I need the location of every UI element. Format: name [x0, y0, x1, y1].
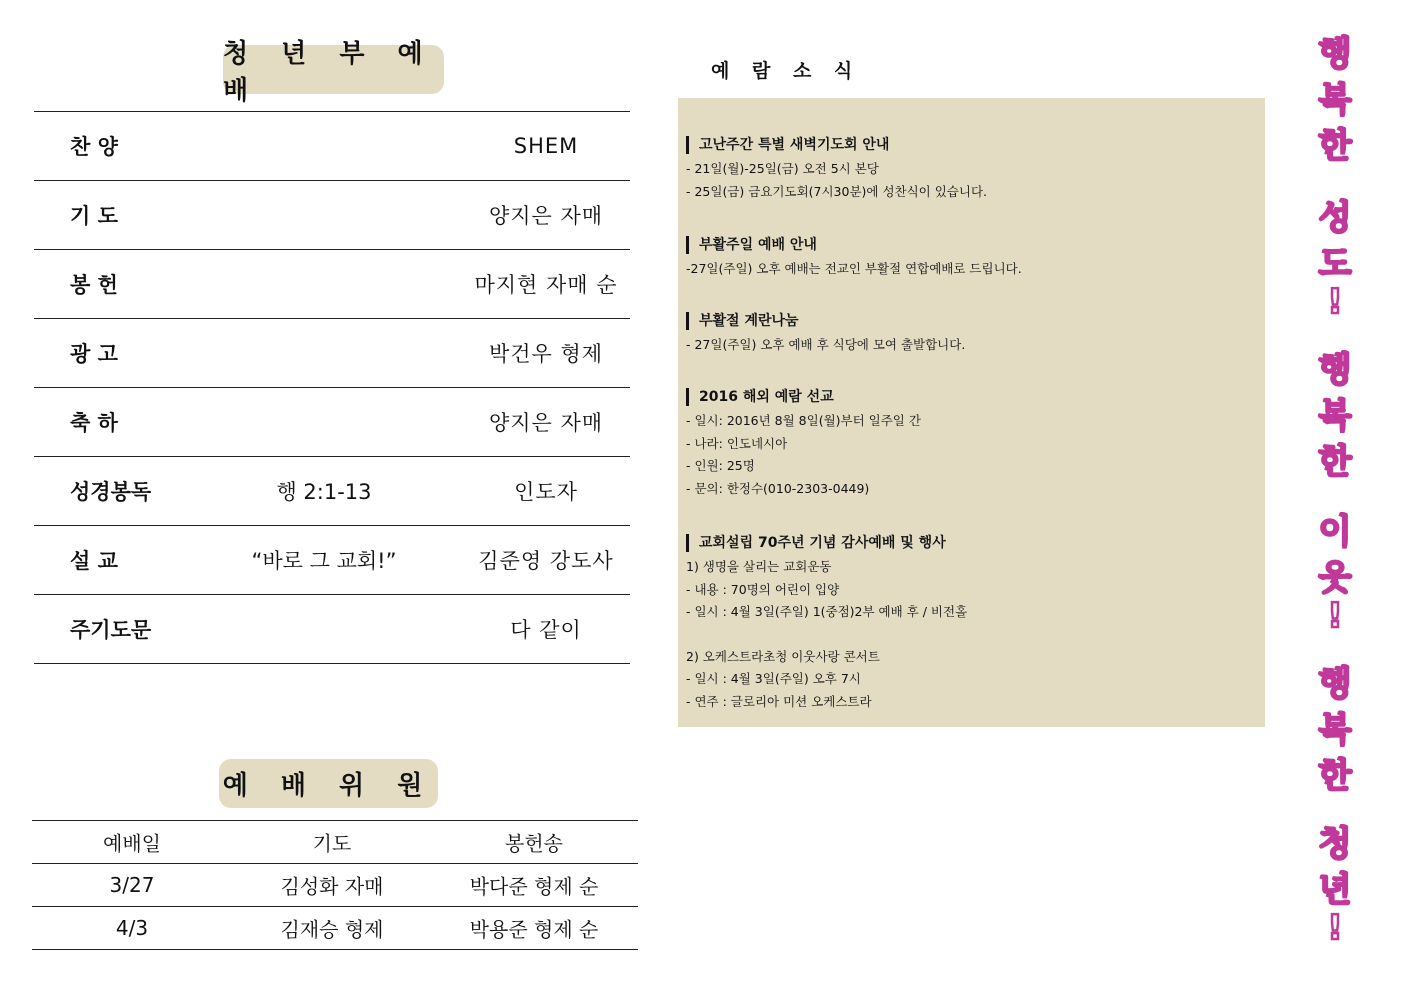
news-line [686, 624, 967, 646]
duty-prayer: 김재승 형제 [280, 917, 384, 942]
slogan-char: 청 [1318, 824, 1352, 864]
order-person: 다 같이 [510, 618, 582, 642]
slogan-char: 복 [1318, 710, 1352, 750]
order-item: 축 하 [70, 411, 118, 435]
duty-prayer: 김성화 자매 [280, 874, 384, 899]
order-person: 마지현 자매 순 [474, 273, 618, 297]
duty-offering-song: 박다준 형제 순 [469, 874, 599, 899]
slogan-char: 웃 [1318, 558, 1352, 598]
news-line: - 27일(주일) 오후 예배 후 식당에 모여 출발합니다. [686, 337, 966, 352]
slogan-char: 복 [1318, 80, 1352, 120]
duty-table [32, 820, 638, 950]
order-person: 양지은 자매 [488, 411, 604, 435]
order-detail: 행 2:1-13 [276, 480, 372, 504]
table-row [34, 388, 630, 457]
news-block [686, 312, 965, 357]
column-header: 봉헌송 [505, 831, 563, 856]
news-line: - 인원: 25명 [686, 458, 755, 473]
slogan-char: 이 [1318, 512, 1352, 552]
worship-order-table [34, 111, 630, 664]
news-block [686, 388, 921, 500]
slogan-char: 한 [1318, 126, 1352, 166]
table-row [32, 907, 638, 950]
order-person: 인도자 [514, 480, 578, 504]
order-item: 광 고 [70, 342, 118, 366]
slogan-char: 복 [1318, 396, 1352, 436]
news-block-title: 2016 해외 예람 선교 [686, 388, 921, 406]
table-row [34, 112, 630, 181]
news-block-title: 교회설립 70주년 기념 감사예배 및 행사 [686, 534, 967, 552]
news-block-title: 고난주간 특별 새벽기도회 안내 [686, 136, 987, 154]
worship-title: 청 년 부 예 배 [223, 45, 444, 94]
order-person: SHEM [513, 134, 579, 158]
duty-title: 예 배 위 원 [219, 759, 438, 808]
slogan-char: 행 [1318, 664, 1352, 704]
slogan-char: 성 [1318, 198, 1352, 238]
slogan-char: ! [1327, 282, 1343, 322]
table-row [34, 526, 630, 595]
table-row [32, 864, 638, 907]
news-block [686, 236, 1022, 281]
duty-date: 3/27 [109, 873, 155, 897]
news-block-title: 부활주일 예배 안내 [686, 236, 1022, 254]
news-line: - 연주 : 글로리아 미션 오케스트라 [686, 693, 872, 709]
order-item: 찬 양 [70, 135, 118, 159]
news-line: - 문의: 한정수(010-2303-0449) [686, 480, 870, 496]
table-header-row [32, 821, 638, 864]
table-row [34, 319, 630, 388]
order-person: 김준영 강도사 [478, 549, 614, 573]
news-panel [678, 98, 1265, 727]
slogan-char: ! [1327, 596, 1343, 636]
news-block [686, 136, 987, 203]
news-line: - 일시 : 4월 3일(주일) 1(중점)2부 예배 후 / 비전홀 [686, 604, 968, 619]
table-row [34, 250, 630, 319]
slogan-char: ! [1327, 908, 1343, 948]
news-line: - 일시 : 4월 3일(주일) 오후 7시 [686, 671, 861, 686]
order-person: 박건우 형제 [488, 342, 604, 366]
news-title: 예 람 소 식 [711, 60, 861, 82]
duty-date: 4/3 [115, 916, 149, 940]
order-item: 기 도 [70, 204, 118, 228]
news-block [686, 534, 967, 713]
table-row [34, 457, 630, 526]
order-item: 주기도문 [70, 618, 152, 642]
slogan-char: 년 [1318, 870, 1352, 910]
news-line: - 내용 : 70명의 어린이 입양 [686, 581, 840, 597]
order-person: 양지은 자매 [488, 204, 604, 228]
news-line: 1) 생명을 살리는 교회운동 [686, 559, 832, 574]
slogan-char: 한 [1318, 756, 1352, 796]
table-row [34, 181, 630, 250]
news-line: - 나라: 인도네시아 [686, 435, 788, 451]
slogan-char: 한 [1318, 442, 1352, 482]
duty-offering-song: 박용준 형제 순 [469, 917, 599, 942]
slogan-char: 행 [1318, 34, 1352, 74]
news-line: - 25일(금) 금요기도회(7시30분)에 성찬식이 있습니다. [686, 183, 987, 199]
news-line: - 일시: 2016년 8월 8일(월)부터 일주일 간 [686, 413, 921, 428]
news-block-title: 부활절 계란나눔 [686, 312, 965, 330]
news-line: 2) 오케스트라초청 이웃사랑 콘서트 [686, 648, 880, 664]
column-header: 기도 [312, 831, 352, 856]
slogan-char: 도 [1318, 244, 1352, 284]
order-item: 봉 헌 [70, 273, 118, 297]
order-item: 설 교 [70, 549, 118, 573]
order-item: 성경봉독 [70, 480, 152, 504]
column-header: 예배일 [103, 831, 161, 856]
table-row [34, 595, 630, 664]
news-line: -27일(주일) 오후 예배는 전교인 부활절 연합예배로 드립니다. [686, 261, 1022, 276]
news-line: - 21일(월)-25일(금) 오전 5시 본당 [686, 161, 879, 176]
slogan-char: 행 [1318, 350, 1352, 390]
order-detail: “바로 그 교회!” [251, 549, 397, 573]
